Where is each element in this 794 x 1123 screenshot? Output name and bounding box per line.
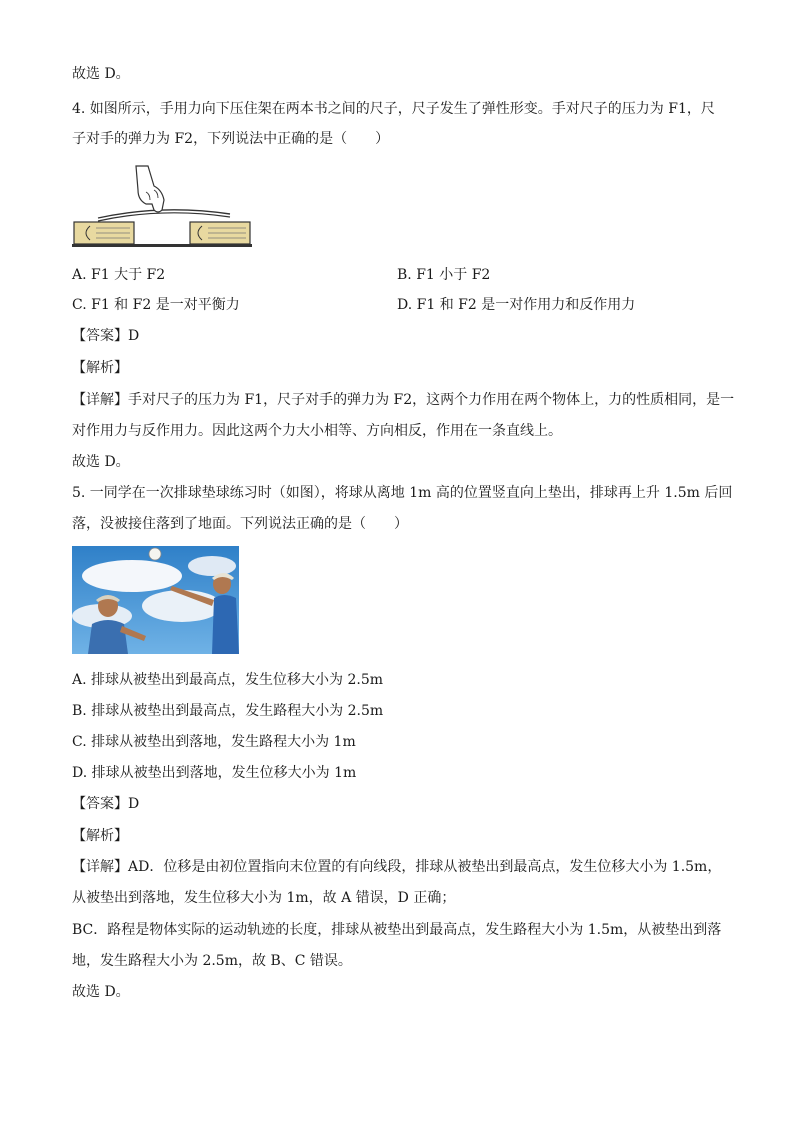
q3-conclusion: 故选 D。 <box>72 66 130 82</box>
q5-stem-line-2: 落，没被接住落到了地面。下列说法正确的是（ ） <box>72 516 408 532</box>
q5-stem-line-1: 5. 一同学在一次排球垫球练习时（如图），将球从离地 1m 高的位置竖直向上垫出，排球再上升 1.5m 后回 <box>72 485 733 501</box>
left-book <box>74 222 134 244</box>
q4-option-a: A. F1 大于 F2 <box>72 267 166 283</box>
q5-option-b: B. 排球从被垫出到最高点，发生路程大小为 2.5m <box>72 703 384 719</box>
q4-option-c: C. F1 和 F2 是一对平衡力 <box>72 297 240 313</box>
q5-detail-line-4: 地，发生路程大小为 2.5m，故 B、C 错误。 <box>72 953 352 969</box>
q5-conclusion: 故选 D。 <box>72 984 130 1000</box>
q5-detail-line-1: 【详解】AD．位移是由初位置指向末位置的有向线段，排球从被垫出到最高点，发生位移大小为 1.5m， <box>72 859 722 875</box>
q4-answer: 【答案】D <box>72 328 140 344</box>
q4-analysis-heading: 【解析】 <box>72 360 128 376</box>
volleyball-photo <box>72 546 239 654</box>
q4-option-b: B. F1 小于 F2 <box>397 267 491 283</box>
hand-ruler-books-figure <box>72 160 252 250</box>
q5-option-a: A. 排球从被垫出到最高点，发生位移大小为 2.5m <box>72 672 383 688</box>
volleyball-icon <box>149 548 161 560</box>
hand-icon <box>136 166 164 212</box>
q4-detail-line-2: 对作用力与反作用力。因此这两个力大小相等、方向相反，作用在一条直线上。 <box>72 423 562 439</box>
q4-stem-line-2: 子对手的弹力为 F2，下列说法中正确的是（ ） <box>72 131 390 147</box>
q5-option-d: D. 排球从被垫出到落地，发生位移大小为 1m <box>72 765 357 781</box>
right-book <box>190 222 250 244</box>
q4-detail-line-1: 【详解】手对尺子的压力为 F1，尺子对手的弹力为 F2，这两个力作用在两个物体上，力的性质相同，是一 <box>72 392 735 408</box>
q5-option-c: C. 排球从被垫出到落地，发生路程大小为 1m <box>72 734 356 750</box>
q5-answer: 【答案】D <box>72 796 140 812</box>
q5-analysis-heading: 【解析】 <box>72 828 128 844</box>
table-base <box>72 244 252 247</box>
q5-detail-line-2: 从被垫出到落地，发生位移大小为 1m，故 A 错误，D 正确； <box>72 890 456 906</box>
q4-option-d: D. F1 和 F2 是一对作用力和反作用力 <box>397 297 636 313</box>
q4-conclusion: 故选 D。 <box>72 454 130 470</box>
q5-detail-line-3: BC．路程是物体实际的运动轨迹的长度，排球从被垫出到最高点，发生路程大小为 1.5m，从被垫出到落 <box>72 922 722 938</box>
q4-stem-line-1: 4. 如图所示，手用力向下压住架在两本书之间的尺子，尺子发生了弹性形变。手对尺子的压力为 F1，尺 <box>72 101 715 117</box>
